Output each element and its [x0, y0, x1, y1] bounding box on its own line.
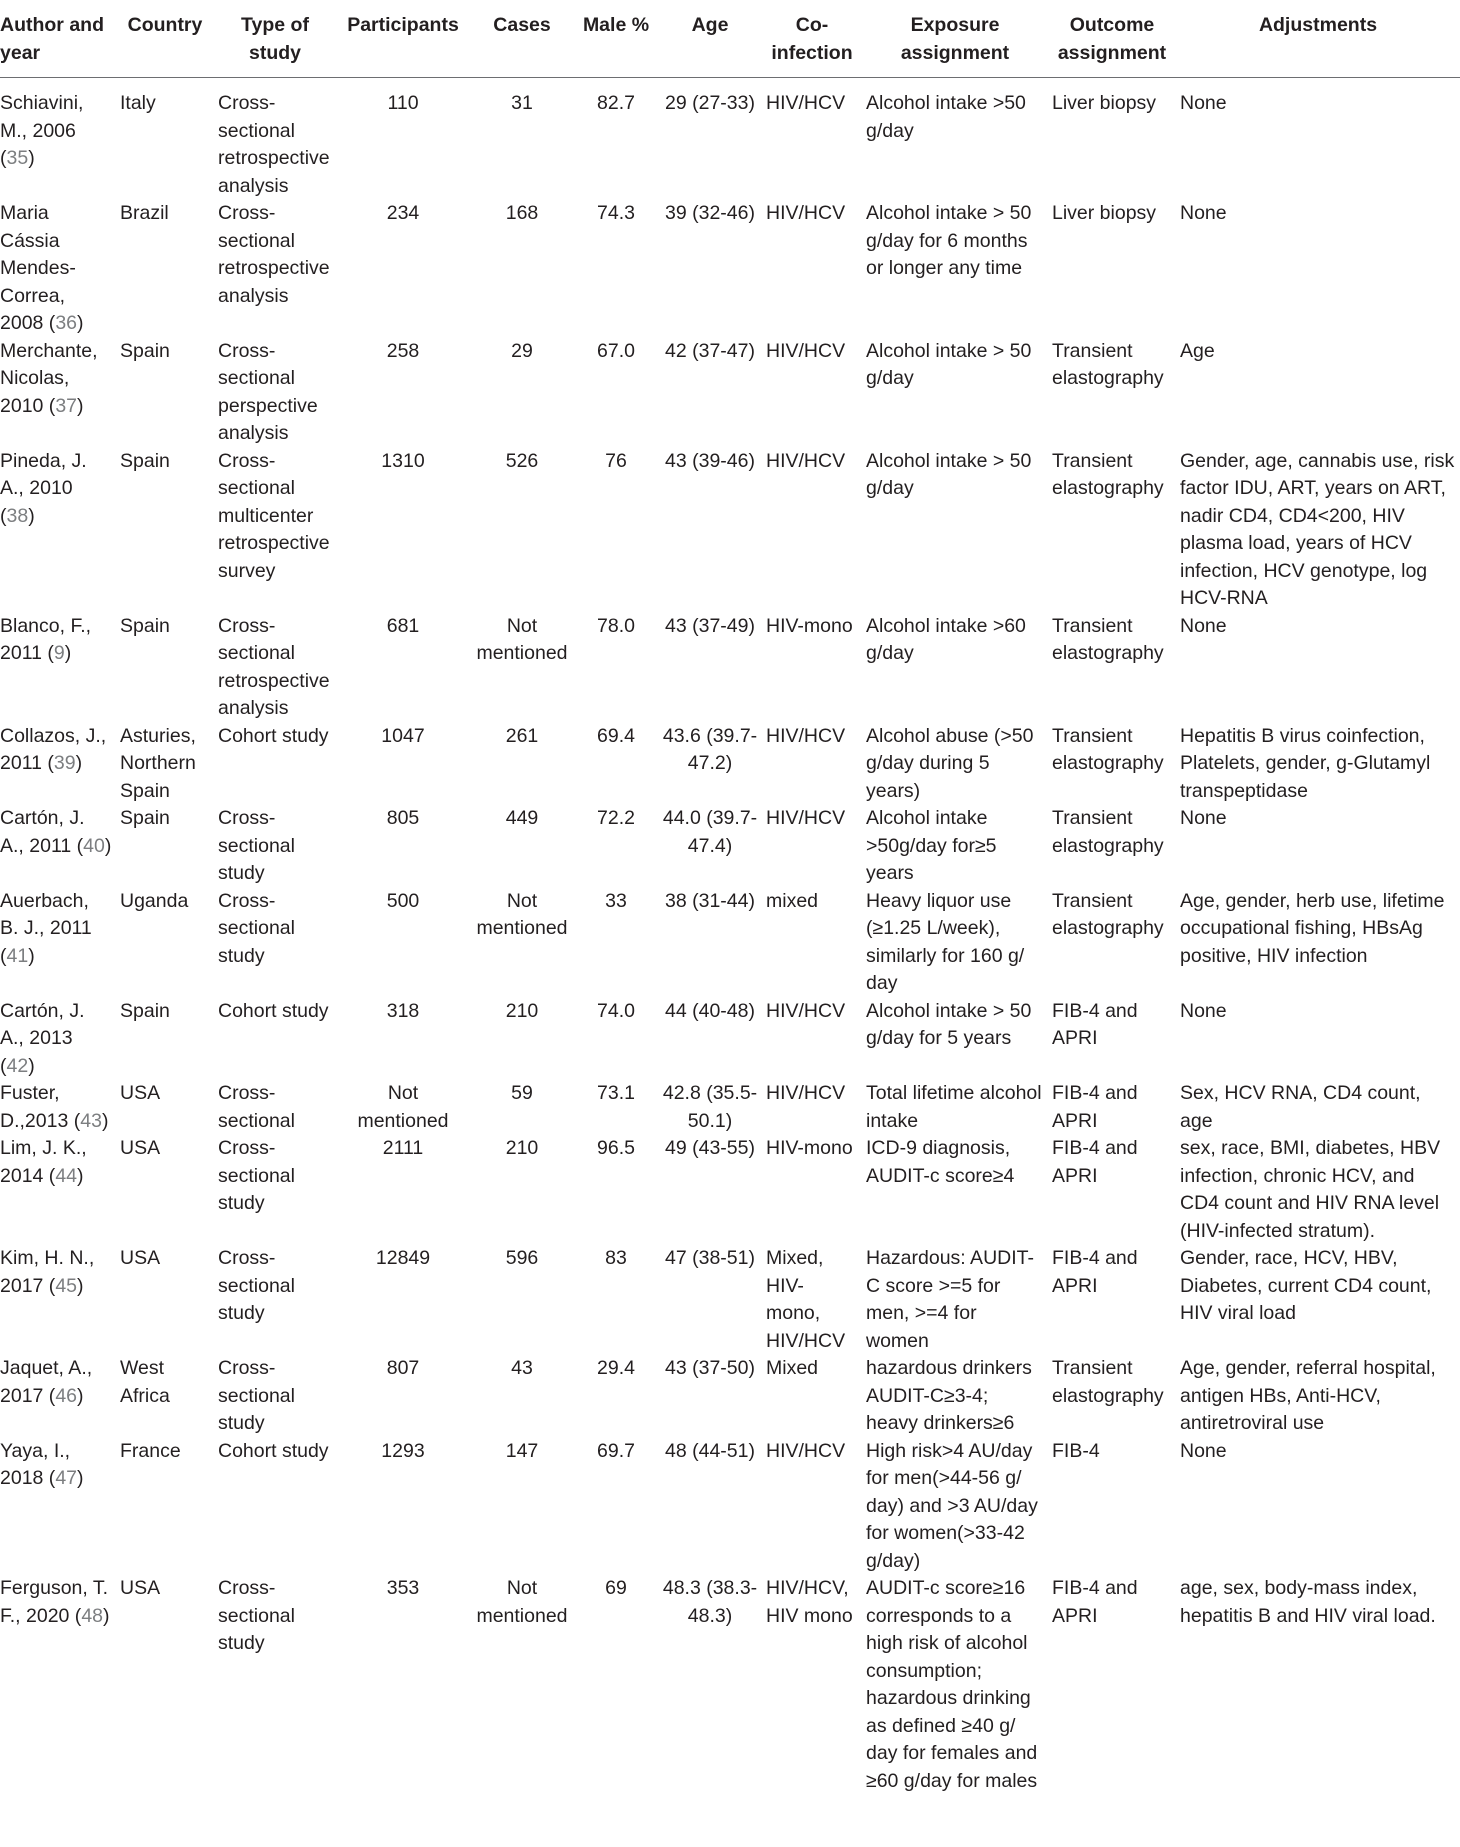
- cell-cases: 147: [505, 1439, 539, 1462]
- table-row: [0, 1080, 1460, 1135]
- cell-country: West Africa: [120, 1357, 170, 1407]
- cell-participants: 353: [386, 1577, 420, 1599]
- cell-country: USA: [120, 1082, 161, 1104]
- column-header-participants: Participants: [336, 0, 470, 78]
- cell-outcome-assignment: Transient elastography: [1052, 449, 1164, 499]
- cell-male-percent: 74.3: [597, 202, 635, 224]
- cell-co-infection: HIV/HCV: [766, 202, 846, 224]
- cell-participants: 258: [386, 339, 420, 362]
- cell-age: 38 (31-44): [665, 889, 755, 912]
- cell-country: Spain: [120, 807, 170, 829]
- table-row: [0, 1245, 1460, 1355]
- cell-cases: 31: [511, 92, 533, 114]
- cell-cases: 596: [505, 1247, 539, 1269]
- table-row: [0, 448, 1460, 613]
- cell-cases: 526: [505, 449, 539, 472]
- cell-cases: 59: [511, 1082, 533, 1104]
- cell-co-infection: HIV-mono: [766, 1137, 853, 1159]
- cell-study-type: Cohort study: [218, 999, 329, 1022]
- table-row: [0, 78, 1460, 201]
- cell-outcome-assignment: FIB-4 and APRI: [1052, 1577, 1138, 1627]
- author-text: Pineda, J. A., 2010: [0, 449, 87, 499]
- cell-adjustments: None: [1180, 999, 1227, 1022]
- cell-exposure-assignment: Alcohol intake > 50 g/day: [866, 449, 1032, 499]
- cell-cases: 261: [505, 724, 539, 747]
- cell-co-infection: HIV-mono: [766, 614, 853, 637]
- cell-participants: 234: [386, 202, 420, 224]
- cell-outcome-assignment: Transient elastography: [1052, 889, 1164, 939]
- column-header-adjustments: Adjustments: [1176, 0, 1460, 78]
- table-body: [0, 78, 1460, 1796]
- cell-country: Italy: [120, 92, 156, 114]
- cell-study-type: Cross-sectional study: [218, 1247, 295, 1324]
- cell-outcome-assignment: Transient elastography: [1052, 807, 1164, 857]
- cell-age: 42 (37-47): [665, 339, 755, 362]
- cell-cases: Not mentioned: [476, 889, 568, 939]
- cell-outcome-assignment: Transient elastography: [1052, 614, 1164, 664]
- cell-age: 48 (44-51): [665, 1439, 755, 1462]
- cell-exposure-assignment: Hazardous: AUDIT-C score >=5 for men, >=4 for women: [866, 1247, 1034, 1352]
- cell-study-type: Cross-sectional retrospective analysis: [218, 614, 330, 719]
- cell-cases: 29: [511, 339, 533, 362]
- cell-co-infection: HIV/HCV: [766, 339, 846, 362]
- table-row: [0, 723, 1460, 806]
- author-text: Ferguson, T. F., 2020: [0, 1577, 109, 1627]
- author-text: Cartón, J. A., 2013: [0, 999, 85, 1049]
- author-text: Auerbach, B. J., 2011: [0, 889, 92, 939]
- cell-male-percent: 82.7: [597, 92, 635, 114]
- column-header-male-percent: Male %: [574, 0, 658, 78]
- cell-country: Spain: [120, 614, 170, 637]
- cell-co-infection: HIV/HCV: [766, 1439, 846, 1462]
- reference-link[interactable]: 39: [53, 752, 76, 774]
- reference-link[interactable]: 48: [81, 1604, 104, 1627]
- cell-male-percent: 78.0: [597, 614, 635, 637]
- cell-co-infection: HIV/HCV: [766, 449, 846, 472]
- author-text: Schiavini, M., 2006: [0, 92, 84, 142]
- cell-country: Uganda: [120, 889, 189, 912]
- cell-outcome-assignment: FIB-4 and APRI: [1052, 1247, 1138, 1297]
- cell-participants: 2111: [382, 1137, 424, 1159]
- cell-exposure-assignment: High risk>4 AU/day for men(>44-56 g/ day) and >3 AU/day for women(>33-42 g/day): [866, 1439, 1038, 1572]
- author-text: Blanco, F., 2011: [0, 614, 92, 664]
- cell-age: 47 (38-51): [665, 1247, 755, 1269]
- column-header-age: Age: [658, 0, 762, 78]
- cell-adjustments: Hepatitis B virus coinfection, Platelets, gender, g-Glutamyl transpeptidase: [1180, 724, 1431, 802]
- cell-participants: 318: [386, 999, 420, 1022]
- cell-study-type: Cross-sectional study: [218, 889, 295, 967]
- cell-exposure-assignment: Heavy liquor use (≥1.25 L/week), similarly for 160 g/ day: [866, 889, 1025, 994]
- header-row: [0, 0, 1460, 78]
- cell-age: 44 (40-48): [665, 999, 755, 1022]
- cell-participants: 681: [386, 614, 420, 637]
- cell-adjustments: Gender, age, cannabis use, risk factor IDU, ART, years on ART, nadir CD4, CD4<200, HIV plasma load, years of HCV infection, HCV genotype, log HCV-RNA: [1180, 449, 1455, 609]
- cell-country: USA: [120, 1247, 161, 1269]
- cell-adjustments: None: [1180, 92, 1227, 114]
- author-text: Kim, H. N., 2017: [0, 1247, 95, 1297]
- cell-outcome-assignment: FIB-4 and APRI: [1052, 999, 1138, 1049]
- cell-study-type: Cross-sectional study: [218, 1577, 295, 1654]
- cell-participants: 1310: [381, 449, 425, 472]
- cell-outcome-assignment: Transient elastography: [1052, 339, 1164, 389]
- cell-participants: 805: [386, 807, 420, 829]
- cell-cases: Not mentioned: [476, 1577, 568, 1627]
- cell-exposure-assignment: Alcohol intake > 50 g/day for 6 months or longer any time: [866, 202, 1032, 279]
- cell-adjustments: Age, gender, herb use, lifetime occupational fishing, HBsAg positive, HIV infection: [1180, 889, 1445, 967]
- cell-age: 49 (43-55): [665, 1137, 755, 1159]
- cell-author-year: Merchante, Nicolas, 2010 (37): [0, 339, 98, 417]
- cell-author-year: Blanco, F., 2011 (9): [0, 614, 92, 664]
- cell-author-year: Yaya, I., 2018 (47): [0, 1439, 84, 1489]
- cell-exposure-assignment: Alcohol intake >50g/day for≥5 years: [866, 807, 997, 884]
- cell-participants: 500: [386, 889, 420, 912]
- reference-link[interactable]: 41: [6, 944, 29, 967]
- cell-age: 43 (37-50): [665, 1357, 755, 1379]
- cell-author-year: Maria Cássia Mendes-Correa, 2008 (36): [0, 202, 84, 334]
- cell-participants: 1047: [381, 724, 425, 747]
- cell-outcome-assignment: Transient elastography: [1052, 1357, 1164, 1407]
- column-header-author-year: Author and year: [0, 0, 116, 78]
- cell-male-percent: 69.7: [597, 1439, 635, 1462]
- cell-exposure-assignment: Alcohol intake > 50 g/day: [866, 339, 1032, 389]
- reference-link[interactable]: 47: [55, 1467, 78, 1489]
- cell-study-type: Cross-sectional retrospective analysis: [218, 202, 330, 307]
- cell-adjustments: Age: [1180, 339, 1215, 362]
- cell-cases: 449: [505, 807, 539, 829]
- cell-author-year: Jaquet, A., 2017 (46): [0, 1357, 93, 1407]
- column-header-country: Country: [116, 0, 214, 78]
- cell-co-infection: mixed: [766, 889, 819, 912]
- cell-adjustments: None: [1180, 1439, 1227, 1462]
- reference-link[interactable]: 44: [55, 1164, 78, 1187]
- cell-adjustments: None: [1180, 202, 1227, 224]
- cell-exposure-assignment: Alcohol intake > 50 g/day for 5 years: [866, 999, 1032, 1049]
- cell-participants: 110: [387, 92, 419, 114]
- cell-study-type: Cross-sectional study: [218, 1137, 295, 1214]
- cell-outcome-assignment: Transient elastography: [1052, 724, 1164, 774]
- cell-cases: Not mentioned: [476, 614, 568, 664]
- cell-exposure-assignment: Alcohol intake >50 g/day: [866, 92, 1026, 142]
- cell-age: 39 (32-46): [665, 202, 755, 224]
- cell-adjustments: None: [1180, 807, 1227, 829]
- cell-adjustments: Sex, HCV RNA, CD4 count, age: [1180, 1082, 1421, 1132]
- cell-study-type: Cohort study: [218, 1439, 329, 1462]
- cell-outcome-assignment: FIB-4 and APRI: [1052, 1137, 1138, 1187]
- author-text: Jaquet, A., 2017: [0, 1357, 93, 1407]
- table-row: [0, 338, 1460, 448]
- cell-country: USA: [120, 1577, 161, 1599]
- cell-author-year: Pineda, J. A., 2010 (38): [0, 449, 87, 527]
- cell-country: Spain: [120, 999, 170, 1022]
- cell-study-type: Cross-sectional retrospective analysis: [218, 92, 330, 197]
- cell-age: 44.0 (39.7-47.4): [662, 807, 758, 857]
- column-header-co-infection: Co-infection: [762, 0, 862, 78]
- cell-author-year: Auerbach, B. J., 2011 (41): [0, 889, 92, 967]
- author-text: Maria Cássia Mendes-Correa, 2008: [0, 202, 76, 334]
- cell-cases: 43: [511, 1357, 533, 1379]
- cell-author-year: Collazos, J., 2011 (39): [0, 724, 107, 774]
- cell-co-infection: Mixed: [766, 1357, 819, 1379]
- author-text: Cartón, J. A., 2011: [0, 807, 85, 857]
- cell-author-year: Lim, J. K., 2014 (44): [0, 1137, 87, 1187]
- cell-outcome-assignment: FIB-4 and APRI: [1052, 1082, 1138, 1132]
- column-header-exposure-assignment: Exposure assignment: [862, 0, 1048, 78]
- cell-author-year: Schiavini, M., 2006 (35): [0, 92, 84, 169]
- cell-adjustments: None: [1180, 614, 1227, 637]
- cell-cases: 210: [505, 999, 539, 1022]
- cell-age: 48.3 (38.3-48.3): [662, 1577, 758, 1627]
- cell-age: 42.8 (35.5-50.1): [662, 1082, 758, 1132]
- cell-age: 43 (37-49): [665, 614, 755, 637]
- cell-male-percent: 33: [605, 889, 627, 912]
- cell-co-infection: HIV/HCV: [766, 1082, 846, 1104]
- cell-adjustments: Gender, race, HCV, HBV, Diabetes, current CD4 count, HIV viral load: [1180, 1247, 1432, 1324]
- reference-link[interactable]: 43: [80, 1109, 102, 1132]
- table-row: [0, 888, 1460, 998]
- cell-male-percent: 96.5: [597, 1137, 635, 1159]
- table-row: [0, 998, 1460, 1081]
- table-row: [0, 1355, 1460, 1438]
- cell-male-percent: 72.2: [597, 807, 635, 829]
- cell-country: Brazil: [120, 202, 169, 224]
- cell-male-percent: 83: [605, 1247, 627, 1269]
- cell-male-percent: 76: [605, 449, 627, 472]
- cell-co-infection: HIV/HCV: [766, 724, 846, 747]
- author-text: Yaya, I., 2018: [0, 1439, 71, 1489]
- cell-adjustments: Age, gender, referral hospital, antigen HBs, Anti-HCV, antiretroviral use: [1180, 1357, 1436, 1434]
- cell-country: Asturies, Northern Spain: [120, 724, 196, 802]
- cell-author-year: Kim, H. N., 2017 (45): [0, 1247, 95, 1297]
- cell-male-percent: 29.4: [597, 1357, 635, 1379]
- author-text: Collazos, J., 2011: [0, 724, 107, 774]
- cell-male-percent: 69.4: [597, 724, 635, 747]
- cell-cases: 168: [505, 202, 539, 224]
- column-header-outcome-assignment: Outcome assignment: [1048, 0, 1176, 78]
- cell-male-percent: 74.0: [597, 999, 635, 1022]
- cell-study-type: Cross-sectional multicenter retrospective survey: [218, 449, 330, 582]
- cell-co-infection: HIV/HCV: [766, 999, 846, 1022]
- cell-outcome-assignment: Liver biopsy: [1052, 202, 1157, 224]
- cell-exposure-assignment: AUDIT-c score≥16 corresponds to a high risk of alcohol consumption; hazardous drinking as defined ≥40 g/ day for females and ≥60 g/day for males: [866, 1577, 1038, 1792]
- table-row: [0, 1135, 1460, 1245]
- column-header-study-type: Type of study: [214, 0, 336, 78]
- cell-country: Spain: [120, 449, 170, 472]
- cell-study-type: Cohort study: [218, 724, 329, 747]
- cell-exposure-assignment: Alcohol intake >60 g/day: [866, 614, 1026, 664]
- table-row: [0, 805, 1460, 888]
- cell-co-infection: HIV/HCV, HIV mono: [766, 1577, 853, 1627]
- cell-age: 29 (27-33): [665, 92, 755, 114]
- reference-link[interactable]: 38: [6, 504, 29, 527]
- author-text: Fuster, D.,2013: [0, 1082, 69, 1132]
- cell-male-percent: 67.0: [597, 339, 635, 362]
- reference-link[interactable]: 37: [55, 394, 78, 417]
- table-row: [0, 1575, 1460, 1795]
- cell-country: Spain: [120, 339, 170, 362]
- cell-country: USA: [120, 1137, 161, 1159]
- cell-adjustments: age, sex, body-mass index, hepatitis B and HIV viral load.: [1180, 1577, 1436, 1627]
- cell-participants: Not mentioned: [357, 1082, 449, 1132]
- cell-study-type: Cross-sectional perspective analysis: [218, 339, 318, 444]
- cell-author-year: Cartón, J. A., 2011 (40): [0, 807, 112, 857]
- cell-age: 43 (39-46): [665, 449, 755, 472]
- cell-country: France: [120, 1439, 181, 1462]
- reference-link[interactable]: 9: [53, 642, 65, 664]
- table-row: [0, 613, 1460, 723]
- cell-outcome-assignment: FIB-4: [1052, 1439, 1100, 1462]
- reference-link[interactable]: 36: [55, 312, 78, 334]
- cell-cases: 210: [505, 1137, 539, 1159]
- cell-author-year: Fuster, D.,2013 (43): [0, 1082, 109, 1132]
- author-text: Merchante, Nicolas, 2010: [0, 339, 98, 417]
- table-row: [0, 200, 1460, 338]
- cell-exposure-assignment: Alcohol abuse (>50 g/day during 5 years): [866, 724, 1034, 802]
- cell-male-percent: 69: [605, 1577, 627, 1599]
- author-text: Lim, J. K., 2014: [0, 1137, 87, 1187]
- cell-adjustments: sex, race, BMI, diabetes, HBV infection, chronic HCV, and CD4 count and HIV RNA level (HIV-infected stratum).: [1180, 1137, 1441, 1242]
- reference-link[interactable]: 45: [55, 1274, 78, 1297]
- reference-link[interactable]: 46: [55, 1384, 78, 1407]
- column-header-cases: Cases: [470, 0, 574, 78]
- cell-exposure-assignment: hazardous drinkers AUDIT-C≥3-4; heavy drinkers≥6: [866, 1357, 1032, 1434]
- cell-age: 43.6 (39.7-47.2): [662, 724, 758, 774]
- cell-author-year: Cartón, J. A., 2013 (42): [0, 999, 85, 1077]
- cell-co-infection: Mixed, HIV-mono, HIV/HCV: [766, 1247, 846, 1352]
- reference-link[interactable]: 42: [6, 1054, 29, 1077]
- table-row: [0, 1438, 1460, 1576]
- cell-co-infection: HIV/HCV: [766, 92, 846, 114]
- cell-participants: 12849: [375, 1247, 431, 1269]
- cell-participants: 807: [386, 1357, 420, 1379]
- cell-exposure-assignment: Total lifetime alcohol intake: [866, 1082, 1042, 1132]
- cell-exposure-assignment: ICD-9 diagnosis, AUDIT-c score≥4: [866, 1137, 1015, 1187]
- cell-participants: 1293: [381, 1439, 425, 1462]
- cell-co-infection: HIV/HCV: [766, 807, 846, 829]
- reference-link[interactable]: 35: [6, 147, 29, 169]
- cell-male-percent: 73.1: [597, 1082, 635, 1104]
- cell-outcome-assignment: Liver biopsy: [1052, 92, 1157, 114]
- cell-study-type: Cross-sectional study: [218, 1357, 295, 1434]
- cell-author-year: Ferguson, T. F., 2020 (48): [0, 1577, 110, 1627]
- cell-study-type: Cross-sectional: [218, 1082, 295, 1132]
- reference-link[interactable]: 40: [83, 834, 105, 857]
- cell-study-type: Cross-sectional study: [218, 807, 295, 884]
